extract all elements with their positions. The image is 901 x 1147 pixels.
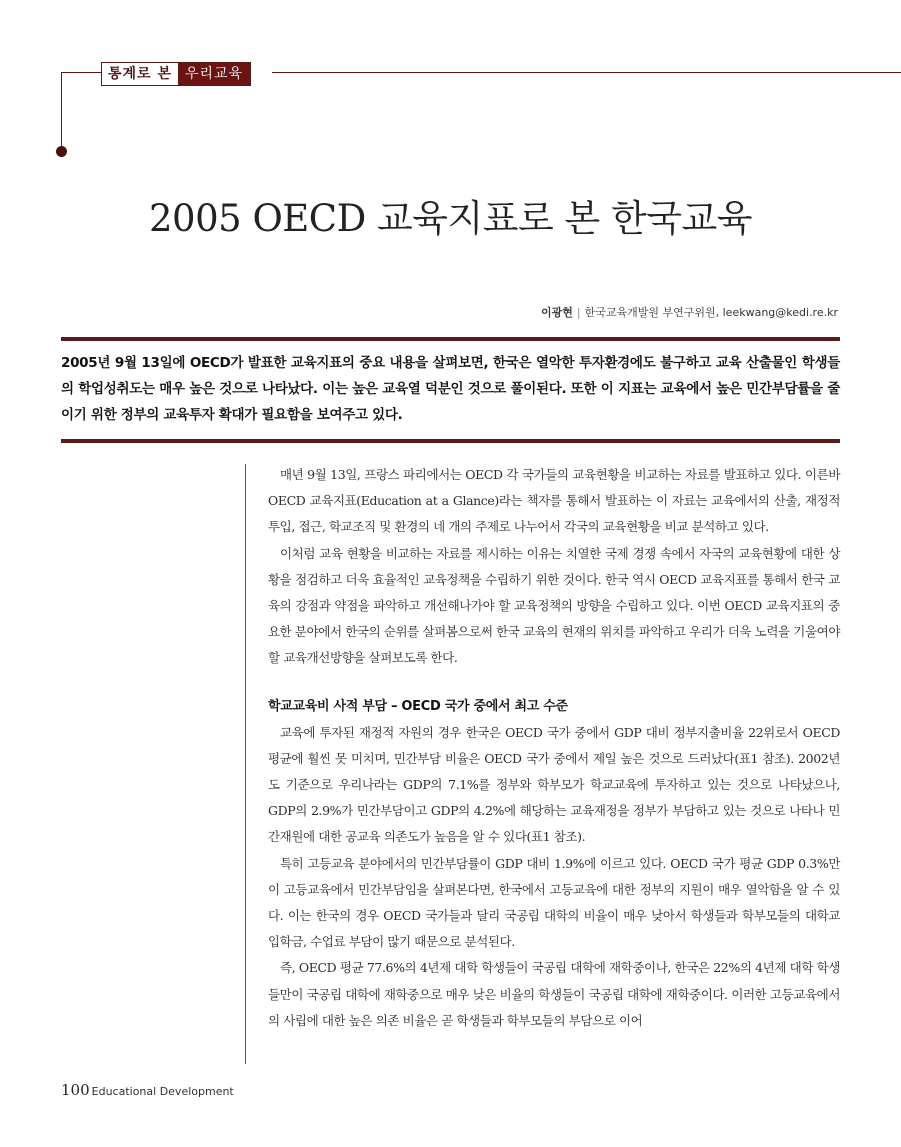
section-tag — [101, 62, 251, 86]
article-title: 2005 OECD 교육지표로 본 한국교육 — [149, 197, 752, 240]
author-affiliation: 한국교육개발원 부연구위원, leekwang@kedi.re.kr — [584, 306, 838, 319]
body-paragraph: 이처럼 교육 현황을 비교하는 자료를 제시하는 이유는 치열한 국제 경쟁 속에서 자국의 교육현황에 대한 상황을 점검하고 더욱 효율적인 교육정책을 수립하기 위한 것이다. 한국 역시 OECD 교육지표를 통해서 한국 교육의 강점과 약점을 파악하고 개선해나가야 할 교육정책의 방향을 수립하고 있다. 이번 OECD 교육지표의 중요한 분야에서 한국의 순위를 살펴봄으로써 한국 교육의 현재의 위치를 파악하고 우리가 더욱 노력을 기울여야할 교육개선방향을 살펴보도록 한다. — [268, 545, 840, 666]
section-tag-part1: 통계로 본 — [102, 63, 178, 85]
section-heading: 학교교육비 사적 부담 – OECD 국가 중에서 최고 수준 — [268, 698, 568, 714]
author-line — [541, 304, 838, 320]
body-paragraph: 매년 9월 13일, 프랑스 파리에서는 OECD 각 국가들의 교육현황을 비교하는 자료를 발표하고 있다. 이른바 OECD 교육지표(Education at a Glance)라는 책자를 통해서 발표하는 이 자료는 교육에서의 산출, 재정적 투입, 접근, 학교조직 및 환경의 네 개의 주제로 나누어서 각국의 교육현황을 비교 분석하고 있다. — [268, 467, 840, 535]
body-paragraph: 즉, OECD 평균 77.6%의 4년제 대학 학생들이 국공립 대학에 재학중이나, 한국은 22%의 4년제 대학 학생들만이 국공립 대학에 재학중으로 매우 낮은 비율의 학생들이 국공립 대학에 재학중이다. 이러한 고등교육에서의 사립에 대한 높은 의존 비율은 곧 학생들과 학부모들의 부담으로 이어 — [268, 960, 840, 1028]
article-body — [268, 462, 840, 1034]
author-name: 이광현 — [541, 306, 573, 319]
summary-bottom-rule — [61, 439, 840, 443]
summary-top-rule — [61, 337, 840, 341]
header-rule-right — [272, 72, 901, 73]
author-separator: | — [576, 306, 581, 319]
body-paragraph: 특히 고등교육 분야에서의 민간부담률이 GDP 대비 1.9%에 이르고 있다. OECD 국가 평균 GDP 0.3%만이 고등교육에서 민간부담임을 살펴본다면, 한국에서 고등교육에 대한 정부의 지원이 매우 열악함을 알 수 있다. 이는 한국의 경우 OECD 국가들과 달리 국공립 대학의 비율이 매우 낮아서 학생들과 학부모들의 대학교 입학금, 수업료 부담이 많기 때문으로 분석된다. — [268, 855, 840, 950]
article-summary: 2005년 9월 13일에 OECD가 발표한 교육지표의 중요 내용을 살펴보면, 한국은 열악한 투자환경에도 불구하고 교육 산출물인 학생들의 학업성취도는 매우 높은 것으로 나타났다. 이는 높은 교육열 덕분인 것으로 풀이된다. 또한 이 지표는 교육에서 높은 민간부담률을 줄이기 위한 정부의 교육투자 확대가 필요함을 보여주고 있다. — [61, 355, 840, 423]
section-tag-part2: 우리교육 — [178, 63, 250, 85]
page-number: 100 — [61, 1081, 90, 1099]
page-footer — [61, 1081, 234, 1099]
header-rule-left — [61, 72, 101, 73]
column-divider — [245, 464, 246, 1064]
header-vertical-rule — [61, 72, 62, 150]
publication-name: Educational Development — [91, 1085, 234, 1098]
body-paragraph: 교육에 투자된 재정적 자원의 경우 한국은 OECD 국가 중에서 GDP 대비 정부지출비율 22위로서 OECD 평균에 훨씬 못 미치며, 민간부담 비율은 OECD 국가 중에서 제일 높은 것으로 드러났다(표1 참조). 2002년도 기준으로 우리나라는 GDP의 7.1%를 정부와 학부모가 학교교육에 투자하고 있는 것으로 나타났으나, GDP의 2.9%가 민간부담이고 GDP의 4.2%에 해당하는 교육재정을 정부가 부담하고 있는 것으로 나타나 민간재원에 대한 공교육 의존도가 높음을 알 수 있다(표1 참조). — [268, 724, 840, 845]
header-bullet-dot — [56, 146, 67, 157]
